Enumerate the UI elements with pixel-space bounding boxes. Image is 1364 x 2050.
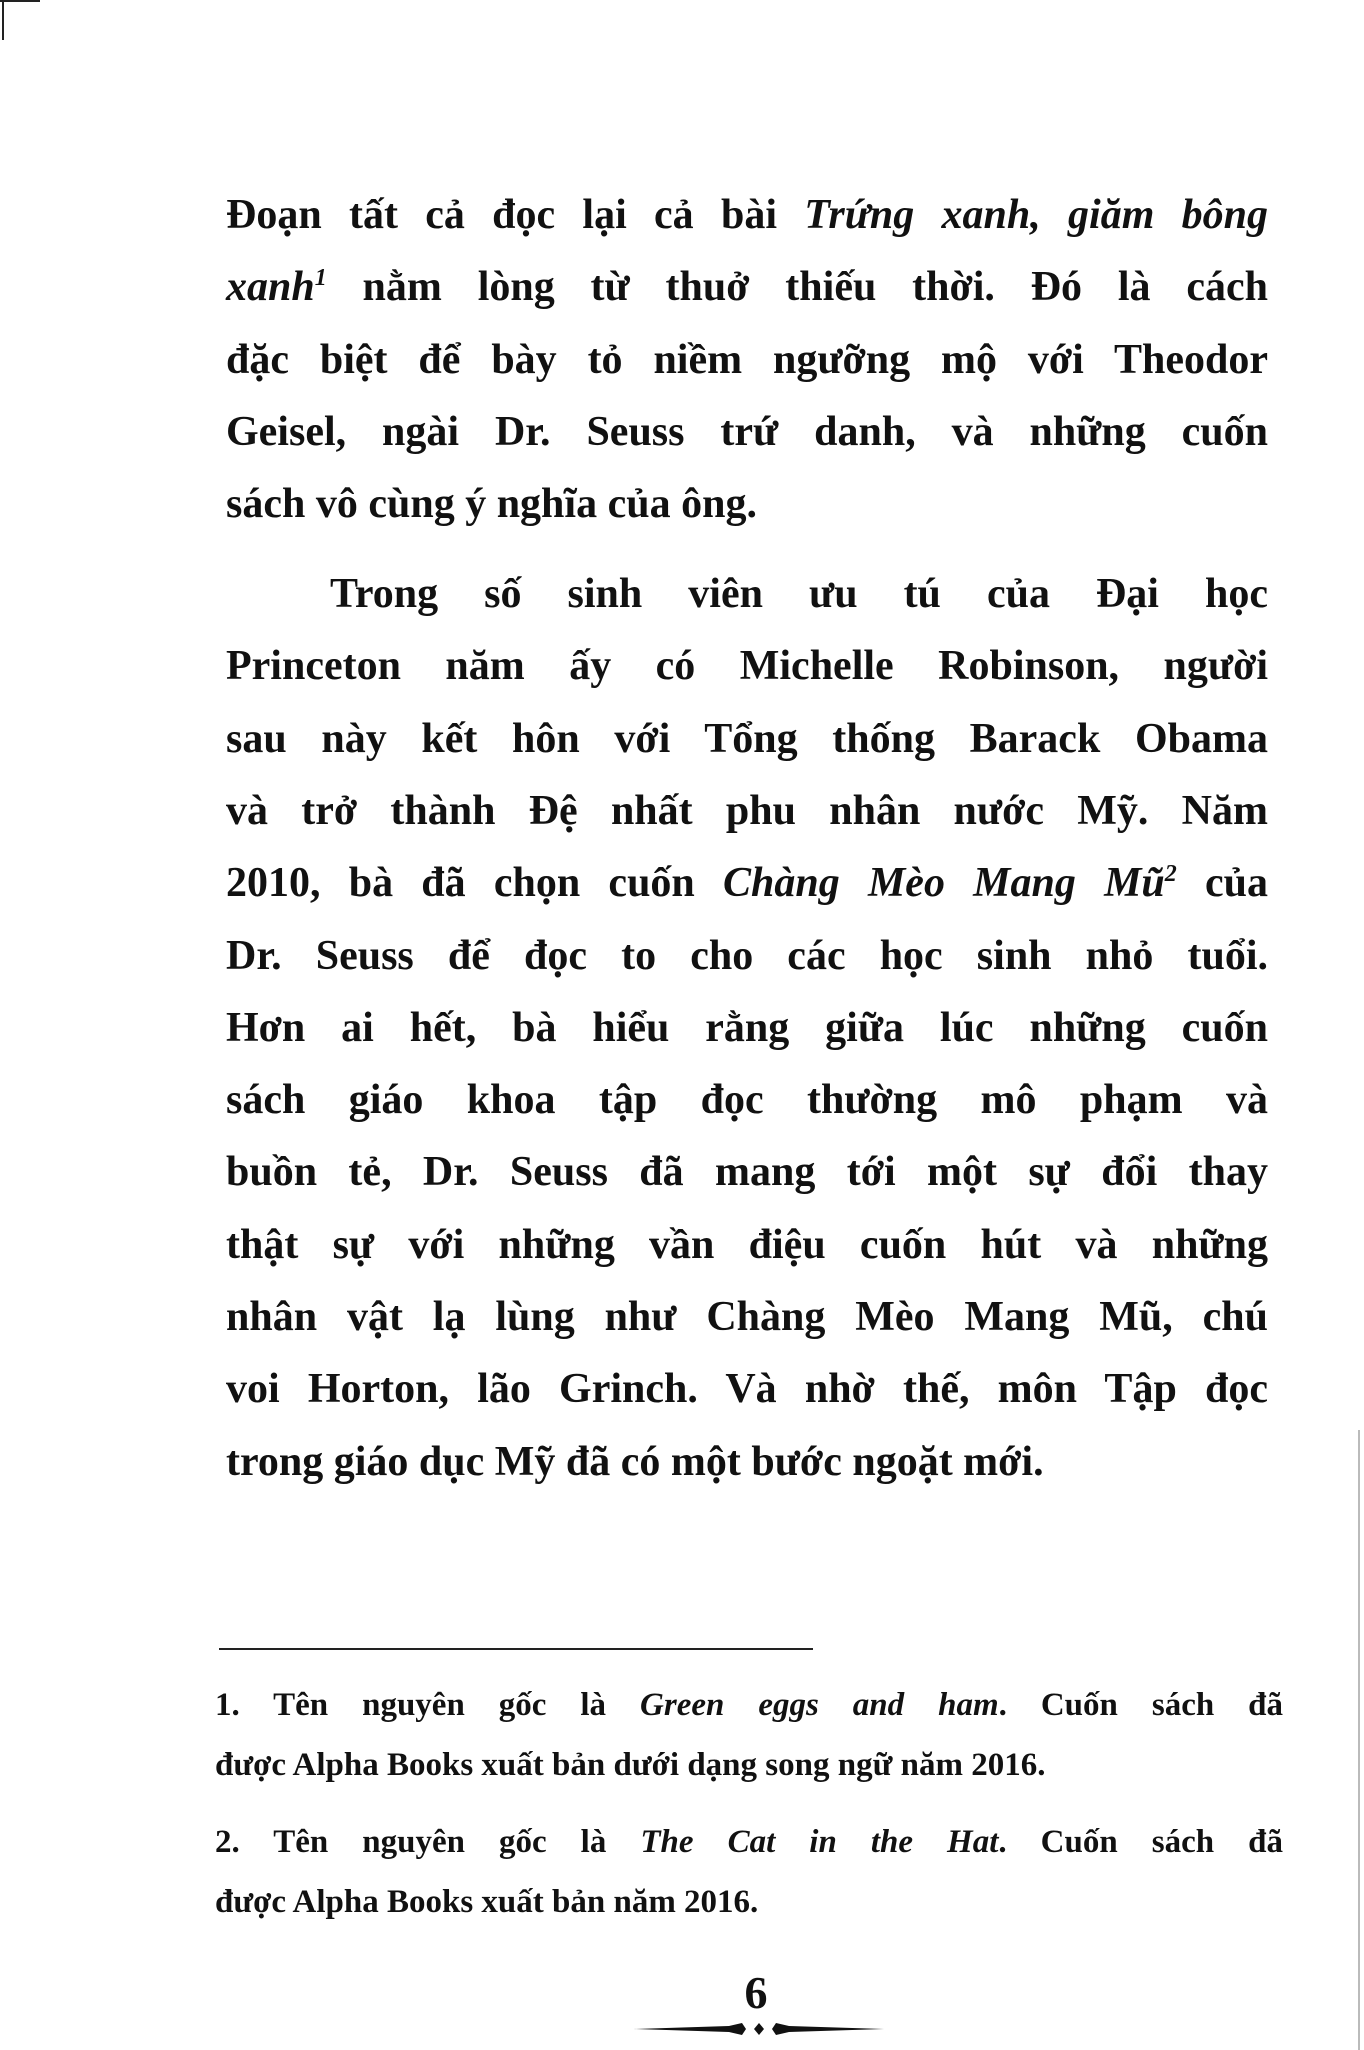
italic-title: Trứng xanh, giăm bông (804, 192, 1268, 238)
paragraph-line (226, 407, 1268, 457)
text-run: của (1176, 860, 1269, 907)
footnote-marker: 1 (314, 265, 327, 292)
text-run: sau này kết hôn với Tổng thống Barack Obama (226, 715, 1268, 762)
paragraph-line (226, 786, 1268, 836)
italic-title: Green eggs and ham (640, 1687, 999, 1723)
text-run: Trong số sinh viên ưu tú của Đại học (330, 571, 1268, 617)
footnote-line (215, 1745, 1283, 1785)
text-run: Đoạn tất cả đọc lại cả bài (226, 192, 805, 238)
text-run: thật sự với những vần điệu cuốn hút và những (226, 1221, 1268, 1268)
text-run: Princeton năm ấy có Michelle Robinson, người (226, 643, 1268, 690)
paragraph-line (226, 1075, 1268, 1125)
text-run: 1. Tên nguyên gốc là (215, 1687, 641, 1723)
italic-title: The Cat in the Hat (640, 1824, 999, 1860)
paragraph-line (226, 190, 1268, 240)
text-run: Geisel, ngài Dr. Seuss trứ danh, và những cuốn (226, 408, 1268, 455)
paragraph-line (226, 335, 1268, 385)
text-run: trong giáo dục Mỹ đã có một bước ngoặt mới. (226, 1438, 1044, 1485)
paragraph-line (226, 714, 1268, 764)
text-run: Hơn ai hết, bà hiểu rằng giữa lúc những cuốn (226, 1004, 1268, 1051)
text-run: buồn tẻ, Dr. Seuss đã mang tới một sự đổi thay (226, 1149, 1268, 1196)
text-run: nhân vật lạ lùng như Chàng Mèo Mang Mũ, chú (226, 1294, 1268, 1340)
text-run: được Alpha Books xuất bản dưới dạng song ngữ năm 2016. (215, 1747, 1046, 1783)
text-run: 2010, bà đã chọn cuốn (226, 860, 724, 907)
text-run: voi Horton, lão Grinch. Và nhờ thế, môn Tập đọc (226, 1366, 1268, 1413)
paragraph-line (330, 569, 1268, 619)
paragraph-line (226, 858, 1268, 908)
footnote-line (215, 1882, 1283, 1922)
page-ornament (634, 2020, 884, 2038)
footnote-rule (219, 1648, 813, 1650)
paragraph-line (226, 1292, 1268, 1342)
scan-edge-top (0, 0, 40, 2)
text-run: được Alpha Books xuất bản năm 2016. (215, 1884, 759, 1920)
scan-edge-left (2, 0, 4, 40)
page-number: 6 (744, 1967, 768, 2018)
paragraph-line (226, 1147, 1268, 1197)
paragraph-line (226, 262, 1268, 312)
italic-title: Chàng Mèo Mang Mũ (723, 860, 1165, 907)
text-run: nằm lòng từ thuở thiếu thời. Đó là cách (326, 264, 1268, 311)
text-run: . Cuốn sách đã (998, 1687, 1284, 1723)
text-run: đặc biệt để bày tỏ niềm ngưỡng mộ với Theodor (226, 336, 1268, 383)
text-run: 2. Tên nguyên gốc là (215, 1824, 641, 1860)
paragraph-line (226, 1220, 1268, 1270)
paragraph-line (226, 1364, 1268, 1414)
paragraph-line (226, 931, 1268, 981)
text-run: Dr. Seuss để đọc to cho các học sinh nhỏ tuổi. (226, 932, 1268, 979)
paragraph-line (226, 1437, 1268, 1487)
text-run: sách giáo khoa tập đọc thường mô phạm và (226, 1077, 1268, 1124)
text-run: và trở thành Đệ nhất phu nhân nước Mỹ. Năm (226, 787, 1268, 834)
paragraph-line (226, 479, 1268, 529)
text-run: . Cuốn sách đã (998, 1824, 1283, 1860)
text-run: sách vô cùng ý nghĩa của ông. (226, 481, 757, 528)
paragraph-line (226, 641, 1268, 691)
footnote-line (215, 1822, 1283, 1862)
italic-title: xanh (226, 264, 315, 311)
paragraph-line (226, 1003, 1268, 1053)
footnote-line (215, 1685, 1283, 1725)
footnote-marker: 2 (1164, 861, 1177, 888)
scan-edge-right (1358, 1430, 1360, 2050)
